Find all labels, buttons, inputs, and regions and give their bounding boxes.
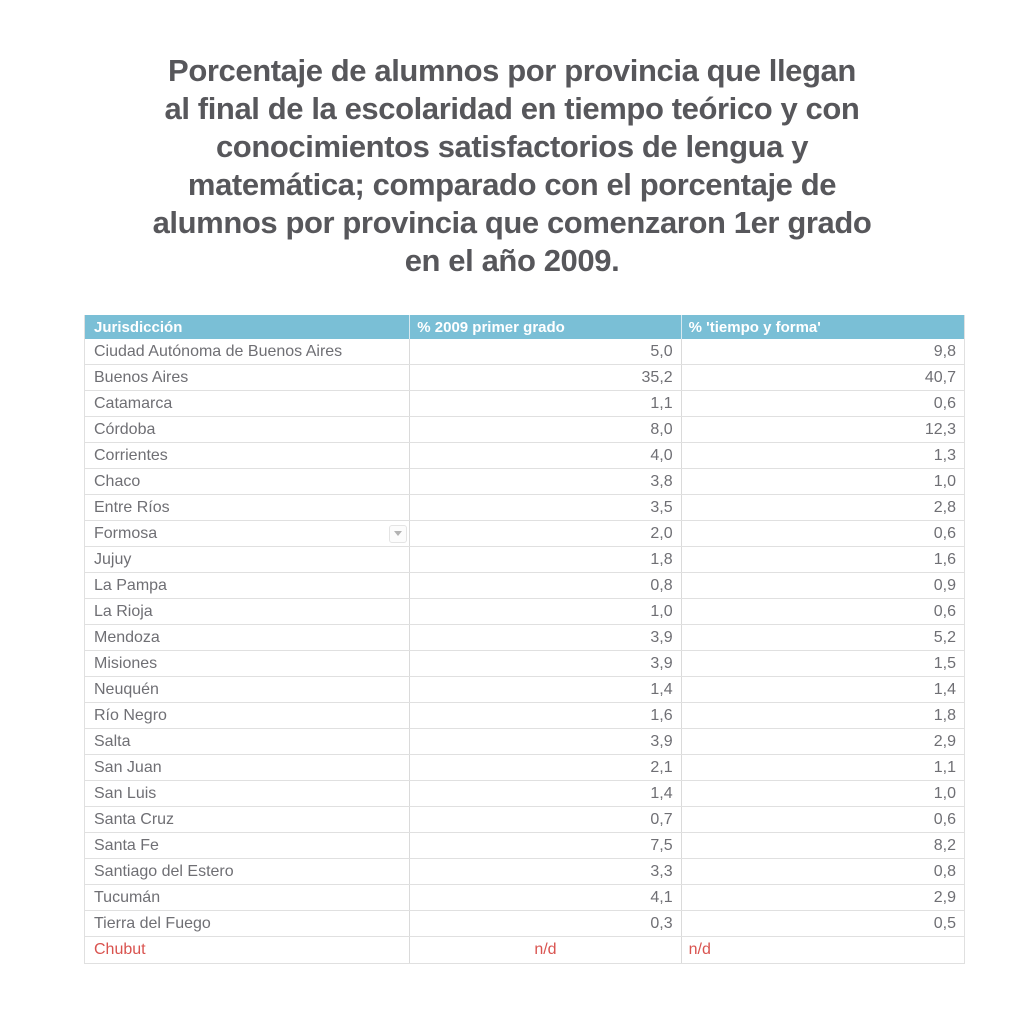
cell-jurisdiccion [85,807,410,832]
cell-grado-2009: 3,8 [410,469,681,494]
table-row [85,365,964,391]
cell-jurisdiccion [85,859,410,884]
cell-tiempo-forma: 0,6 [933,602,957,620]
cell-jurisdiccion [85,417,410,442]
title-line: matemática; comparado con el porcentaje de [187,167,837,202]
chevron-down-icon [394,531,402,536]
data-table [84,315,965,964]
cell-jurisdiccion [85,599,410,624]
cell-grado-2009: 1,6 [410,703,681,728]
cell-grado-2009: 2,1 [410,755,681,780]
cell-tiempo-forma: 2,9 [933,888,957,906]
cell-grado-2009: 8,0 [410,417,681,442]
cell-jurisdiccion [85,625,410,650]
cell-tiempo-forma: 2,8 [933,498,957,516]
cell-jurisdiccion-text: Catamarca [94,394,173,412]
cell-jurisdiccion-text: Misiones [94,654,158,672]
table-row [85,521,964,547]
cell-grado-2009: 0,8 [410,573,681,598]
title-line: Porcentaje de alumnos por provincia que llegan [168,53,856,88]
cell-grado-2009: 3,9 [410,625,681,650]
cell-jurisdiccion [85,937,410,963]
cell-tiempo-forma: 0,8 [933,862,957,880]
table-row [85,469,964,495]
cell-grado-2009: 2,0 [410,521,681,546]
table-row [85,443,964,469]
cell-grado-2009: 3,9 [410,651,681,676]
cell-jurisdiccion [85,495,410,520]
cell-tiempo-forma: 0,9 [933,576,957,594]
cell-jurisdiccion-text: Neuquén [94,680,159,698]
cell-tiempo-forma: 1,4 [933,680,957,698]
table-row [85,417,964,443]
table-row [85,677,964,703]
table-row [85,625,964,651]
cell-jurisdiccion-text: La Pampa [94,576,167,594]
cell-jurisdiccion [85,703,410,728]
cell-tiempo-forma: 1,0 [933,472,957,490]
cell-tiempo-forma: 1,8 [933,706,957,724]
cell-grado-2009: 4,0 [410,443,681,468]
cell-jurisdiccion [85,885,410,910]
cell-tiempo-forma: 5,2 [933,628,957,646]
table-row [85,937,964,963]
cell-tiempo-forma: 1,0 [933,784,957,802]
table-row [85,391,964,417]
cell-grado-2009: 1,4 [410,677,681,702]
table-row [85,573,964,599]
cell-jurisdiccion-text: Ciudad Autónoma de Buenos Aires [94,342,343,360]
table-row [85,833,964,859]
table-row [85,547,964,573]
cell-tiempo-forma: 0,6 [933,394,957,412]
cell-jurisdiccion [85,443,410,468]
cell-grado-2009: 3,5 [410,495,681,520]
cell-grado-2009: 3,3 [410,859,681,884]
cell-jurisdiccion-text: Jujuy [94,550,132,568]
table-row [85,703,964,729]
cell-jurisdiccion [85,677,410,702]
cell-jurisdiccion [85,469,410,494]
dropdown-arrow-button[interactable] [389,525,407,543]
table-row [85,599,964,625]
cell-jurisdiccion-text: Santiago del Estero [94,862,234,880]
cell-grado-2009: 1,4 [410,781,681,806]
table-body [85,339,964,963]
cell-jurisdiccion-text: Santa Fe [94,836,159,854]
cell-tiempo-forma: 1,3 [933,446,957,464]
cell-jurisdiccion-text: Mendoza [94,628,160,646]
table-row [85,781,964,807]
table-row [85,651,964,677]
cell-jurisdiccion-text: Entre Ríos [94,498,170,516]
header-tiempo-y-forma: % 'tiempo y forma' [688,318,821,336]
cell-grado-2009: 1,0 [410,599,681,624]
table-row [85,729,964,755]
cell-jurisdiccion [85,521,410,546]
cell-jurisdiccion-text: Chubut [94,941,146,958]
cell-grado-2009: 5,0 [410,339,681,364]
cell-tiempo-forma: 0,6 [933,810,957,828]
cell-jurisdiccion [85,573,410,598]
header-2009-primer-grado: % 2009 primer grado [410,315,681,339]
cell-jurisdiccion [85,755,410,780]
table-row [85,495,964,521]
cell-tiempo-forma: 12,3 [924,420,957,438]
table-header-row [85,315,964,339]
page-title [42,52,982,280]
cell-grado-2009: 0,3 [410,911,681,936]
cell-jurisdiccion-text: Buenos Aires [94,368,189,386]
cell-jurisdiccion-text: San Luis [94,784,157,802]
header-jurisdiccion: Jurisdicción [85,315,410,339]
cell-jurisdiccion-text: Santa Cruz [94,810,175,828]
cell-jurisdiccion-text: Formosa [94,524,158,542]
table-row [85,885,964,911]
table-row [85,807,964,833]
cell-jurisdiccion-text: Tierra del Fuego [94,914,211,932]
cell-jurisdiccion [85,729,410,754]
cell-grado-2009: n/d [410,937,681,963]
cell-tiempo-forma: 1,5 [933,654,957,672]
cell-grado-2009: 4,1 [410,885,681,910]
cell-jurisdiccion [85,781,410,806]
cell-grado-2009: 7,5 [410,833,681,858]
table-row [85,859,964,885]
cell-grado-2009: 3,9 [410,729,681,754]
cell-grado-2009: 0,7 [410,807,681,832]
cell-tiempo-forma: 1,6 [933,550,957,568]
cell-jurisdiccion-text: Salta [94,732,131,750]
cell-jurisdiccion-text: San Juan [94,758,162,776]
cell-jurisdiccion-text: Chaco [94,472,141,490]
title-line: conocimientos satisfactorios de lengua y [215,129,809,164]
cell-tiempo-forma: 0,5 [933,914,957,932]
cell-jurisdiccion [85,651,410,676]
table-row [85,339,964,365]
table-row [85,755,964,781]
cell-tiempo-forma: 8,2 [933,836,957,854]
cell-jurisdiccion-text: Río Negro [94,706,167,724]
cell-tiempo-forma: n/d [688,941,711,958]
cell-tiempo-forma: 0,6 [933,524,957,542]
table-row [85,911,964,937]
cell-tiempo-forma: 1,1 [933,758,957,776]
cell-tiempo-forma: 2,9 [933,732,957,750]
title-line: alumnos por provincia que comenzaron 1er grado [152,205,872,240]
cell-jurisdiccion [85,339,410,364]
cell-grado-2009: 1,1 [410,391,681,416]
cell-grado-2009: 35,2 [410,365,681,390]
cell-jurisdiccion [85,833,410,858]
cell-tiempo-forma: 40,7 [924,368,957,386]
cell-jurisdiccion-text: Corrientes [94,446,168,464]
title-line: en el año 2009. [404,243,620,278]
cell-jurisdiccion [85,547,410,572]
cell-jurisdiccion [85,391,410,416]
cell-tiempo-forma: 9,8 [933,342,957,360]
cell-jurisdiccion-text: Córdoba [94,420,156,438]
cell-jurisdiccion [85,911,410,936]
cell-jurisdiccion-text: Tucumán [94,888,161,906]
cell-grado-2009: 1,8 [410,547,681,572]
title-line: al final de la escolaridad en tiempo teórico y con [164,91,860,126]
cell-jurisdiccion-text: La Rioja [94,602,153,620]
cell-jurisdiccion [85,365,410,390]
